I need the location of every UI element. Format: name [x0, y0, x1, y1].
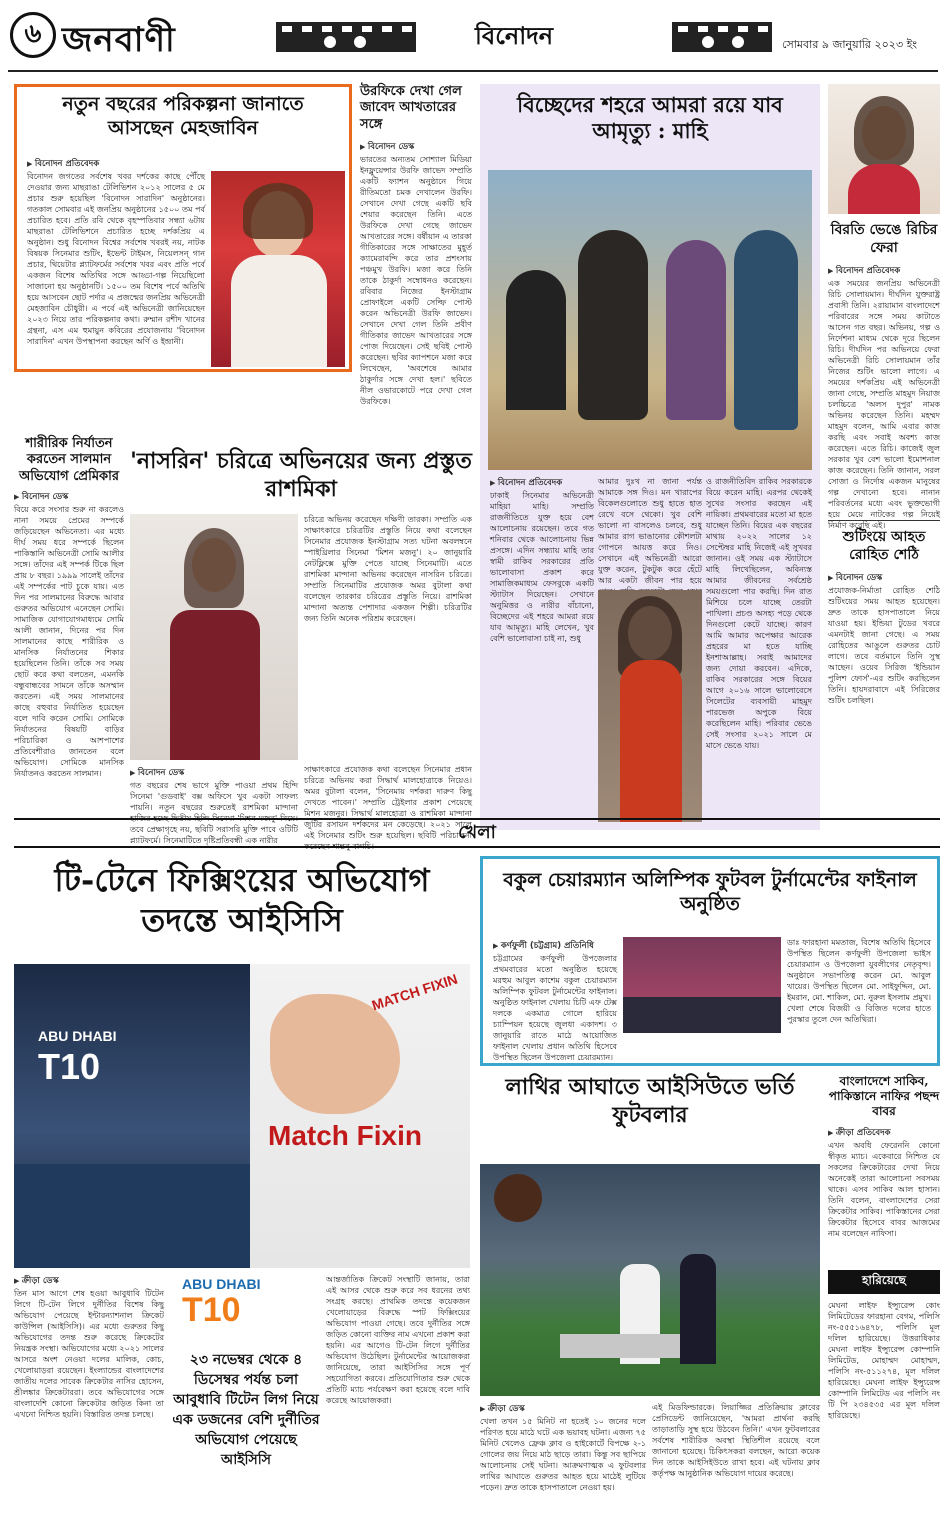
byline: ▶ বিনোদন প্রতিবেদক: [27, 157, 99, 171]
headline: বিচ্ছেদের শহরে আমরা রয়ে যাব আমৃত্যু : মাহি: [517, 92, 783, 144]
section-label: বিনোদন: [475, 21, 554, 50]
masthead: [0, 0, 945, 78]
masthead-rule: [8, 70, 938, 72]
byline: ▶ ক্রীড়া ডেস্ক: [14, 1274, 59, 1288]
story-jabed: [360, 84, 472, 444]
article-col-1: তিন মাস আগে শেষ হওয়া আবুধাবি টিটেন লিগে টি-টেন লিগে দুর্নীতির বিশেষ কিছু অভিযোগ পেয়েছে ইন্টারন্যাশনাল ক্রিকেট কাউন্সিল (আইসিসি)। এর মধ্যে গুরুতর কিছু অভিযোগের তদন্ত শুরু করেছে ক্রিকেটের নিয়ন্ত্রক সংস্থা। অভিযোগের মধ্যে ২০২১ সালের আসরে অংশ নেওয়া দলের মালিক, কোচ, খেলোয়াড়রা রয়েছেন। ইংল্যান্ডের বাংলাদেশের জাতীয় দলের সাবেক ক্রিকেটার নাসির হোসেন, শ্রীলঙ্কার ক্রিকেটাররা। তবে অভিযোগের সঙ্গে বাংলাদেশি কোনো ক্রিকেটার জড়িত কিনা তা এখনো নিশ্চিত হয়নি। বিস্তারিত তদন্ত চলছে।: [14, 1289, 164, 1419]
notice-title-box: [828, 1270, 940, 1294]
paper-name: জনবাণী: [62, 20, 176, 60]
headline: বকুল চেয়ারম্যান অলিম্পিক ফুটবল টুর্নামেন্টের ফাইনাল অনুষ্ঠিত: [503, 869, 917, 915]
article-col-2: ডাঃ ফারহানা মমতাজ, বিশেষ অতিথি হিসেবে উপস্থিত ছিলেন কর্ণফুলী উপজেলা ভাইস চেয়ারম্যান ও উপজেলা যুবলীগের নেতৃবৃন্দ। অনুষ্ঠানে সভাপতিত্ব করেন মো. আবুল খায়ের। উপস্থিত ছিলেন মো. সাইফুদ্দিন, মো. ইমরান, মো. শাকিল, মো. নুরুল ইসলাম প্রমুখ। খেলা শেষে বিজয়ী ও বিজিত দলের হাতে পুরস্কার তুলে দেন অতিথিরা।: [787, 938, 932, 1024]
logo-t10: T10: [182, 1291, 241, 1329]
photo-mahi-couple: [488, 170, 812, 470]
headline: লাথির আঘাতে আইসিউতে ভর্তি ফুটবলার: [505, 1074, 795, 1128]
byline: ▶ ক্রীড়া প্রতিবেদক: [828, 1126, 891, 1140]
story-mehazabien: [14, 84, 352, 372]
byline: ▶ বিনোদন ডেস্ক: [360, 140, 414, 154]
page-number: ৬: [24, 19, 42, 49]
article-body: বিয়ে করে সংসার শুরু না করলেও নানা সময়ে প্রেমের সম্পর্কে জড়িয়েছেন অভিনেতা। এর মধ্যে দীর্ঘ সময় ধরে সম্পর্কে ছিলেন পাকিস্তানি অভিনেত্রী সোমি আলীর সঙ্গে। তাঁদের এই সম্পর্ক টিকে ছিল প্রায় ৮ বছর। ১৯৯৯ সালেই তাঁদের এই সম্পর্কের পাট চুকে যায়। এত দিন পর সালমানের বিরুদ্ধে আবার গুরুতর অভিযোগ এনেছেন সোমি। সামাজিক যোগাযোগমাধ্যমে সোমি আলী জানান, দিনের পর দিন সালমানের কাছে শারীরিক ও মানসিক নির্যাতনের শিকার হয়েছিলেন তিনি। তাঁকে সব সময় ছোট করে কথা বলতেন, এমনকি বন্ধুবান্ধবের সামনে তাঁকে অসম্মান করতেন। এই সময় সালমানের কাছে বহুবার নির্যাতিত হয়েছেন বলে দাবি করেন সোমি। সোমিকে নির্যাতনের বিষয়টি বাড়ির পরিচারিকা ও আশপাশের প্রতিবেশীরাও জানতেন বলে অভিযোগ। সোমিকে মানসিক নির্যাতনও করতেন সালমান।: [14, 505, 124, 778]
story-salman: [14, 436, 124, 826]
byline: ▶ বিনোদন প্রতিবেদক: [490, 476, 562, 490]
story-footballer: [480, 1074, 820, 1524]
article-body: এখন অবধি ফেরেননি কোনো স্বীকৃত ম্যাচ। একেবারে নিশ্চিত যে সকলের ক্রিকেটারের দেখা নিয়ে অনেকেই তারা আলোচনা সবসময় থাকে। এসব সাকিব আল হাসান। তিনি বলেন, বাংলাদেশের সেরা ক্রিকেটার সাকিব। পাকিস্তানের সেরা ক্রিকেটার হিসেবে বাবর আজমের নাম বলেছেন নাফিসা।: [828, 1141, 940, 1238]
article-col-3: আন্তর্জাতিক ক্রিকেট সংস্থাটি জানায়, তারা এই আসর থেকে শুরু করে সব ধরনের তথ্য সংগ্রহ করছে। প্রাথমিক তদন্তে কয়েকজন খেলোয়াড়ের বিরুদ্ধে স্পট ফিক্সিংয়ের অভিযোগ পাওয়া গেছে। তবে দুর্নীতির সঙ্গে জড়িত কোনো ব্যক্তির নাম এখনো প্রকাশ করা হয়নি। এর আগেও টি-টেন লিগে দুর্নীতির অভিযোগ উঠেছিল। টুর্নামেন্টের আয়োজকরা জানিয়েছে, তারা আইসিসির সঙ্গে পূর্ণ সহযোগিতা করবে। প্রতিযোগিতার শুরু থেকে প্রতিটি ম্যাচ পর্যবেক্ষণ করা হয়েছে বলে দাবি করেছে আয়োজকরা।: [326, 1275, 470, 1405]
film-strip-icon-right: [668, 14, 778, 60]
headline: উরফিকে দেখা গেল জাবেদ আখতারের সঙ্গে: [360, 84, 462, 132]
headline: শারীরিক নির্যাতন করতেন সালমান অভিযোগ প্রেমিকার: [18, 436, 120, 484]
byline: ▶ বিনোদন ডেস্ক: [130, 766, 184, 780]
photo-label-fixing: Match Fixin: [268, 1120, 423, 1151]
date-line: সোমবার ৯ জানুয়ারি ২০২৩ ইং: [782, 38, 918, 51]
photo-richi: [828, 84, 940, 214]
photo-label-t10: T10: [38, 1046, 101, 1087]
headline: শুটিংয়ে আহত রোহিত শেঠি: [842, 529, 926, 563]
story-rohit: [828, 520, 940, 831]
byline: ▶ কর্ণফুলী (চট্টগ্রাম) প্রতিনিধি: [493, 939, 594, 953]
article-col-2: আমার দুঃখ না জানা পর্যন্ত আমাকে সঙ্গ দিও। মন খারাপের বিকেলগুলোতে শুধু হাতে হাত রেখে বসে থেকো। খুব বেশি ভালো না বাসলেও চলবে, শুধু আমার রাগ ভাঙানোর কৌশলটা গোপনে আয়ত্ত করে নিও। সেখানে এই অভিনেত্রী আরো যুক্ত করেন, টুকটুক করে হেঁটে আর একটা জীবন পার হয়ে: [598, 477, 702, 585]
t10-logo: [182, 1276, 310, 1342]
notice-title: হারিয়েছে: [862, 1273, 906, 1287]
logo-abu: ABU DHABI: [182, 1276, 261, 1292]
photo-rashmika: [130, 514, 298, 760]
byline: ▶ বিনোদন প্রতিবেদক: [828, 264, 900, 278]
photo-mahi-portrait: [598, 590, 702, 822]
byline: ▶ বিনোদন ডেস্ক: [14, 490, 68, 504]
section-title: খেলা: [458, 821, 496, 843]
article-col-1: ঢাকাই সিনেমার অভিনেত্রী মাহিয়া মাহি। সম্প্রতি রাজনীতিতে যুক্ত হয়ে বেশ আলোচনায় রয়েছেন। তবে গত শনিবার থেকে আলোচনায় ভিন্ন প্রসঙ্গে। এদিন সন্ধ্যায় মাহি তার স্বামী রাকিব সরকারের প্রতি ভালোবাসা প্রকাশ করে সামাজিকমাধ্যম ফেসবুকে একটি স্ট্যাটাস দিয়েছেন। সেখানে অনুমিত্তর ও নারীর বাঁচানো, বিচ্ছেদের এই শহরে আমরা রয়ে যাব আমৃত্যু। মাহি লেখেন, খুব বেশি ভালোবাসা চাই না, শুধু: [490, 491, 594, 643]
headline: বিরতি ভেঙে রিচির ফেরা: [830, 222, 938, 256]
photo-t10: [14, 964, 470, 1268]
article-col-3: সাক্ষাৎকারে প্রযোজক কথা বলেছেন সিনেমার প্রধান চরিত্রে অভিনয় করা সিদ্ধার্থ মালহোত্রাকে নিয়েও। অমর বুটালা বলেন, 'সিনেমায় দর্শকরা দারুণ কিছু দেখতে পাবেন।' সম্প্রতি ট্রেইলার প্রকাশ পেয়েছে মিশন মজনুর। সিদ্ধার্থ মালহোত্রা ও রাশমিকা মান্দানা জুটির রসায়ন দর্শকদের মন কেড়েছে। ২০২১ সালে এই সিনেমার শুটিং শুরু হয়েছিল। ছবিটি পরিচালনা করেছেন শান্তনু বাগচি।: [304, 765, 472, 851]
article-body: ভারতের অন্যতম সোশ্যাল মিডিয়া ইনফ্লুয়েন্সার উরফি জাভেদ সম্প্রতি একটি ফ্যাশন অনুষ্ঠানে গিয়ে রীতিমতো চমক দেখালেন উরফি। সেখানে দেখা গেছে একটি ছবি শেয়ার করেছেন তিনি। এতে উরফিকে দেখা গেছে জাভেদ আখতারের সঙ্গে। বর্ষীয়ান এ তারকা গীতিকারের সঙ্গে সাক্ষাতের মুহূর্ত ক্যামেরাবন্দি করে তার প্রশংসায় পঞ্চমুখ উরফি। মজা করে তিনি তাকে ঠাকুর্দা সম্বোধনও করেছেন। রবিবার নিজের ইনস্টাগ্রাম প্রোফাইলে একটি সেল্ফি পোস্ট করেন অভিনেত্রী উরফি জাভেদ। সেখানে দেখা গেল তিনি প্রবীণ গীতিকার জাভেদ আখতারের সঙ্গে পোজ দিয়েছেন। সেই ছবিই পোস্ট করেছেন। ছবির ক্যাপশনে মজা করে লিখেছেন, 'অবশেষে আমার ঠাকুর্দার সঙ্গে দেখা হল।' ছবিতে নীল ওভারকোটে পরে দেখা গেল উরফিকে।: [360, 155, 472, 406]
story-babar: [828, 1074, 940, 1264]
article-col-2: গত বছরের শেষ ভাগে মুক্তি পাওয়া প্রথম হিন্দি সিনেমা 'গুডবাই' বক্স অফিসে খুব একটা সাফল্য পায়নি। নতুন বছরের শুরুতেই রাশমিকা মান্দানা হাজির হচ্ছে দ্বিতীয় হিন্দি সিনেমা 'মিশন মজনু' নিয়ে। তবে প্রেক্ষাগৃহে নয়, ছবিটি সরাসরি মুক্তি পাবে ওটিটি প্ল্যাটফর্মে। সিনেমাটিতে দৃষ্টিপ্রতিবন্ধী এক নারীর: [130, 781, 298, 845]
headline: নতুন বছরের পরিকল্পনা জানাতে আসছেন মেহজাবিন: [62, 93, 304, 139]
photo-label-match: MATCH FIXIN: [369, 970, 460, 1014]
photo-bakul: [623, 937, 781, 1033]
headline: 'নাসরিন' চরিত্রে অভিনয়ের জন্য প্রস্তুত রাশমিকা: [130, 448, 472, 502]
box-text: ২৩ নভেম্বর থেকে ৪ ডিসেম্বর পর্যন্ত চলা আবুধাবি টিটেন লিগ নিয়ে এক ডজনের বেশি দুর্নীতির অভিযোগ পেয়েছে আইসিসি: [172, 1352, 320, 1468]
article-col-1: চরিত্রে অভিনয় করেছেন দক্ষিণী তারকা। সম্প্রতি এক সাক্ষাৎকারে চরিত্রটির প্রস্তুতি নিয়ে কথা বলেছেন সিনেমার প্রযোজক ইনস্টাগ্রাম সত্য ঘটনা অবলম্বনে স্পাইথ্রিলার সিনেমা 'মিশন মজনু'। ২০ জানুয়ারি নেটফ্লিক্সে মুক্তি পেতে যাচ্ছে সিনেমাটি। এতে রাশমিকা মান্দানা অভিনয় করেছেন নাসরিন চরিত্রে। সম্প্রতি সিনেমাটির প্রযোজক অমর বুটালা কথা বলেছেন তারকার চরিত্রের প্রস্তুতি নিয়ে। রাশমিকা মান্দানা অত্যন্ত পেশাদার একজন শিল্পী। চরিত্রটির জন্য তিনি অনেক পরিশ্রম করেছেন।: [304, 515, 472, 623]
byline: ▶ বিনোদন ডেস্ক: [828, 571, 882, 585]
photo-label-abu: ABU DHABI: [38, 1028, 117, 1044]
story-rashmika: [130, 448, 472, 851]
article-col-2: এই মিডফিল্ডারকে। লিয়াজ্জির প্রতিক্রিয়ায় ক্লাবের প্রেসিডেন্ট জানিয়েছেন, 'আমরা প্রার্থনা করছি তাড়াতাড়ি সুস্থ হয়ে উঠবেন তিনি।' এখন ফুটবলারের সর্বশেষ শারীরিক অবস্থা স্থিতিশীল রয়েছে বলে জানানো হয়েছে। চিকিৎসকরা বলছেন, আরো কয়েক দিন তাকে আইসিইউতে রাখা হবে। এই ঘটনায় ক্লাব কর্তৃপক্ষ আনুষ্ঠানিক অভিযোগ দায়ের করেছে।: [652, 1403, 820, 1478]
article-col-1: চট্টগ্রামের কর্ণফুলী উপজেলার প্রথমবারের মতো অনুষ্ঠিত হয়েছে মরহুম আবুল কাশেম বকুল চেয়ারম্যান অলিম্পিক ফুটবল টুর্নামেন্টের ফাইনাল। অনুষ্ঠিত ফাইনাল খেলায় চিটি এফ টেক্স দলকে একমাত্র গোলে হারিয়ে চ্যাম্পিয়ন হয়েছে জুলধা একাদশ। ৩ জানুয়ারি রাতে মাঠে আয়োজিত ফাইনাল খেলায় প্রধান অতিথি হিসেবে উপস্থিত ছিলেন উপজেলা চেয়ারম্যান।: [493, 954, 617, 1062]
t10-info-box: [172, 1276, 320, 1516]
notice-body: মেঘনা লাইফ ইন্স্যুরেন্স কোং লিমিটেডের ফারহানা বেগম, পলিসি নং-৫৫৫১৬৪৭৮, পলিসি মূল দলিল হারিয়েছে। উত্তরাধিকার মেঘনা লাইফ ইন্স্যুরেন্স কোম্পানি লিমিটেড, মোহাম্মদ মোহাম্মদ, পলিসি নং-৫১১২৭৪, মূল দলিল হারিয়েছে। মেঘনা লাইফ ইন্স্যুরেন্স কোম্পানি লিমিটেড এর পলিসি নং টি পি ২৩৪৫৩৫ এর মূল দলিল হারিয়েছে।: [828, 1301, 940, 1420]
article-col-1: খেলা তখন ১৫ মিনিট না হতেই ১০ জনের দলে পরিণত হয়ে মাঠে ঘটে এক ভয়াবহ ঘটনা। এজন্য ৭৫ মিনিট খেলেও ফ্রেঞ্চ ক্লাব ও হাইকোর্টে বিপক্ষে ২-১ গোলের জয় নিয়ে মাঠ ছাড়ে তারা। কিন্তু সব ছাপিয়ে আলোচনায় সেই ঘটনা। আক্রমণাত্মক এ ফুটবলার লাথির আঘাতে গুরুতর আহত হয়ে মাঠেই লুটিয়ে পড়েন। দ্রুত তাকে হাসপাতালে নেওয়া হয়।: [480, 1417, 646, 1492]
notice-lost: [828, 1270, 940, 1524]
story-mahi: [480, 84, 820, 830]
headline: টি-টেনে ফিক্সিংয়ের অভিযোগ তদন্তে আইসিসি: [54, 861, 430, 939]
article-col-3: ও রাজনীতিবিদ রাকিব সরকারকে বিয়ে করেন মাহি। এরপর থেকেই সুখের সংসার করছেন এই নায়িকা। প্রথমবারের মতো মা হতে যাচ্ছেন তিনি। বিয়ের এক বছরের মাথায় ২০২২ সালের ১২ সেপ্টেম্বর মাহি নিজেই এই সুখবর জানান। ওই সময় এক স্ট্যাটাসে মাহি লিখেছিলেন, অবিন্যস্ত আমার জীবনের সর্বশ্রেষ্ঠ সময়গুলো পার করছি। দিন রাত মিশিয়ে চলে যাচ্ছে তেরটা পাখিলা। প্রচণ্ড অসহ্য পড়ে থেকে দিনগুলো কেটে যাচ্ছে। কারণ আমি আমার অপেক্ষার আরেক প্রহরের মা হতে যাচ্ছি ইনশাআল্লাহ। সবাই আমাদের জন্য দোয়া করবেন। এদিকে, রাকিব সরকারের সঙ্গে বিয়ের আগে ২০১৬ সালে ভালোবেসে সিলেটের ব্যবসায়ী মাহমুদ পারভেজ অপুকে বিয়ে করেছিলেন মাহি। পরিবার ভেঙে সেই সংসার ২০২১ সালে মে মাসে ভেঙে যায়।: [706, 477, 812, 750]
article-body: এক সময়ের জনপ্রিয় অভিনেত্রী রিচি সোলায়মান। দীর্ঘদিন যুক্তরাষ্ট্র প্রবাসী তিনি। ২রায়ামান বাংলাদেশে পরিবারের সঙ্গে সময় কাটাতে আসেন গত বছর। অভিনয়, গল্প ও নির্দেশনা মাধ্যম থেকে দূরে ছিলেন রিচি। দীর্ঘদিন পর অভিনয়ে ফেরা অভিনেত্রী রিচি সোলায়মান তাঁর নিজের শুটিং ভালো লাগে। এ সময়ের দর্শকপ্রিয় এই অভিনেত্রী জানা গেছে, সম্প্রতি মাহমুদ নিয়াজ চলচ্চিত্রে 'অলস দুপুর' নামক অভিনয় করেছেন তিনি। মহম্মদ মাহমুদ বলেন, আমি এবার কাজ করছি এবং সবাই অবশ্য কাজ করেছেন। এতে রিচি। কাজেই জুল সরকার খুব বেশ ভালো ইমোশনাল কাজ করেছেন। তিনি জানান, সরল সোজা ও নির্দোষ একজন মানুষের গল্প দেখানো হবে। নানান পরিবর্তনের মধ্যে এবং ভুক্তভোগী হয়ে মেয়ে নাটকের গল্প নিয়েই নির্মাণ করেছি এই।: [828, 279, 940, 530]
story-richi: [828, 84, 940, 554]
byline: ▶ ক্রীড়া ডেস্ক: [480, 1402, 525, 1416]
section-bar-khela: [14, 818, 940, 848]
article-body: প্রযোজক-নির্মাতা রোহিত শেঠি শুটিংয়ের সময় আহত হয়েছেন। দ্রুত তাকে হাসপাতালে নিয়ে যাওয়া হয়। ইন্ডিয়া টুডের খবরে এমনটাই জানা গেছে। এ সময় রোহিতের আঙুলে গুরুতর চোট লাগে। তবে বর্তমানে তিনি সুস্থ আছেন। ওয়েব সিরিজ 'ইন্ডিয়ান পুলিশ ফোর্স'-এর শুটিং করছিলেন তিনি। হায়দরাবাদে এই সিরিজের শুটিং চলছিল।: [828, 586, 940, 705]
story-t10: [14, 856, 470, 1524]
film-strip-icon-left: [272, 14, 422, 60]
page-number-badge: [10, 12, 56, 58]
headline: বাংলাদেশে সাকিব, পাকিস্তানে নাফির পছন্দ বাবর: [828, 1074, 940, 1118]
photo-mehazabien: [211, 171, 345, 367]
story-bakul: [480, 856, 940, 1066]
photo-footballer: [480, 1164, 820, 1396]
article-body: বিনোদন জগতের সর্বশেষ খবর দর্শকের কাছে পৌঁছে দেওয়ার জন্য মাছরাঙা টেলিভিশন ২০১২ সালের ৫ মে প্রচার শুরু হয়েছিল 'বিনোদন সারাদিন' অনুষ্ঠানের। গতকাল সোমবার এই জনপ্রিয় অনুষ্ঠানের ১৫০০ তম পর্ব প্রচারিত হবে। প্রতি রবি থেকে বৃহস্পতিবার সন্ধ্যা ৬টায় মাছরাঙা টেলিভিশনে প্রচারিত হচ্ছে দর্শকপ্রিয় এ অনুষ্ঠান। শুধু বিনোদন বিশ্বের সর্বশেষ খবরই নয়, নাটক বিষয়ক সিনেমার শুটিং, ইভেন্ট টাইমস, নিয়েলসন্‌ গান প্রচার, থিয়েটার প্ল্যাটফর্মের সর্বশেষ খবর এবং প্রতি পর্বে একজন বিশেষ অতিথির সঙ্গে আড্ডা-গল্প নিয়েছিলো সাজানো হয় অনুষ্ঠানটি। ১৫০০ তম বিশেষ পর্বে অতিথি হয়ে আসবেন ছোট পর্দার এ প্রজন্মের জনপ্রিয় অভিনেত্রী মেহজাবিন চৌধুরী। এ পর্বে এই অভিনেত্রী জানিয়েছেন ২০২৩ নিয়ে তার পরিকল্পনার কথা। রুম্মান রশীদ খানের গ্রন্থনা, এস এম হুমায়ুন কবিরের প্রযোজনায় 'বিনোদন সারাদিন' এখন উপস্থাপনা করছেন অর্ণি ও ইন্দ্রানী।: [27, 172, 205, 346]
